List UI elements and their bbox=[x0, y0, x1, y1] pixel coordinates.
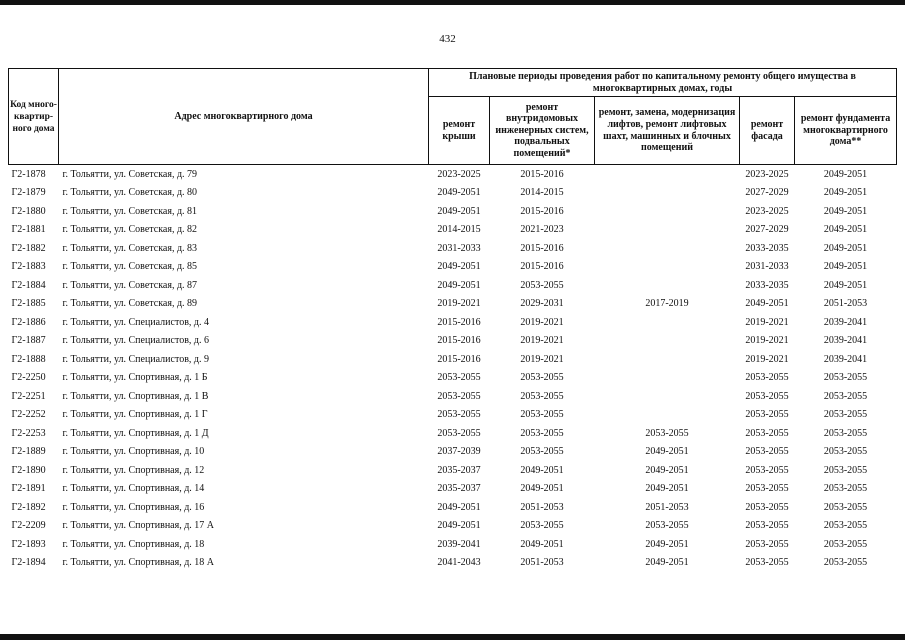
cell-engineering-systems: 2049-2051 bbox=[520, 464, 564, 476]
cell-roof-repair: 2053-2055 bbox=[437, 390, 481, 402]
cell-address: г. Тольятти, ул. Советская, д. 80 bbox=[62, 187, 198, 199]
cell-lifts: 2049-2051 bbox=[645, 538, 689, 550]
header-engineering-systems: ремонт внутридомовых инженерных систем, подвальных помещений* bbox=[490, 97, 595, 165]
header-foundation-repair: ремонт фундамента многоквартирного дома** bbox=[795, 97, 897, 165]
cell-foundation-repair: 2053-2055 bbox=[823, 483, 868, 495]
cell-facade-repair: 2027-2029 bbox=[745, 224, 789, 236]
cell-facade-repair: 2031-2033 bbox=[745, 261, 789, 273]
table-row bbox=[9, 554, 897, 573]
cell-engineering-systems: 2019-2021 bbox=[520, 316, 564, 328]
cell-code: Г2-2250 bbox=[11, 372, 46, 384]
cell-lifts bbox=[595, 184, 740, 203]
header-facade-repair: ремонт фасада bbox=[740, 97, 795, 165]
cell-code: Г2-2209 bbox=[11, 520, 46, 532]
cell-facade-repair: 2053-2055 bbox=[745, 501, 789, 513]
table-row bbox=[9, 424, 897, 443]
cell-roof-repair: 2053-2055 bbox=[437, 427, 481, 439]
cell-address: г. Тольятти, ул. Советская, д. 85 bbox=[62, 261, 198, 273]
cell-roof-repair: 2049-2051 bbox=[437, 187, 481, 199]
cell-code: Г2-1879 bbox=[11, 187, 46, 199]
cell-address: г. Тольятти, ул. Советская, д. 89 bbox=[62, 298, 198, 310]
header-work-periods: Плановые периоды проведения работ по капитальному ремонту общего имущества в многоквартирных домах, годы bbox=[429, 69, 897, 97]
cell-facade-repair: 2023-2025 bbox=[745, 168, 789, 180]
header-address: Адрес многоквартирного дома bbox=[59, 69, 429, 165]
cell-foundation-repair: 2039-2041 bbox=[823, 316, 868, 328]
top-border-rule bbox=[0, 0, 905, 5]
cell-code: Г2-1890 bbox=[11, 464, 46, 476]
table-row bbox=[9, 350, 897, 369]
table-row bbox=[9, 295, 897, 314]
cell-roof-repair: 2037-2039 bbox=[437, 446, 481, 458]
cell-code: Г2-1888 bbox=[11, 353, 46, 365]
cell-address: г. Тольятти, ул. Советская, д. 79 bbox=[62, 168, 198, 180]
cell-address: г. Тольятти, ул. Спортивная, д. 1 Б bbox=[62, 372, 208, 384]
cell-lifts: 2049-2051 bbox=[645, 483, 689, 495]
cell-facade-repair: 2053-2055 bbox=[745, 520, 789, 532]
cell-address: г. Тольятти, ул. Советская, д. 82 bbox=[62, 224, 198, 236]
cell-facade-repair: 2053-2055 bbox=[745, 409, 789, 421]
cell-lifts bbox=[595, 332, 740, 351]
cell-foundation-repair: 2049-2051 bbox=[823, 279, 868, 291]
cell-address: г. Тольятти, ул. Спортивная, д. 1 В bbox=[62, 390, 209, 402]
table-row bbox=[9, 369, 897, 388]
cell-address: г. Тольятти, ул. Спортивная, д. 16 bbox=[62, 501, 205, 513]
cell-roof-repair: 2019-2021 bbox=[437, 298, 481, 310]
cell-foundation-repair: 2049-2051 bbox=[823, 168, 868, 180]
cell-facade-repair: 2053-2055 bbox=[745, 464, 789, 476]
cell-code: Г2-1887 bbox=[11, 335, 46, 347]
cell-facade-repair: 2033-2035 bbox=[745, 279, 789, 291]
cell-address: г. Тольятти, ул. Спортивная, д. 10 bbox=[62, 446, 205, 458]
cell-roof-repair: 2049-2051 bbox=[437, 205, 481, 217]
cell-code: Г2-1891 bbox=[11, 483, 46, 495]
cell-facade-repair: 2053-2055 bbox=[745, 446, 789, 458]
cell-code: Г2-1884 bbox=[11, 279, 46, 291]
table-row bbox=[9, 165, 897, 184]
cell-facade-repair: 2053-2055 bbox=[745, 390, 789, 402]
cell-facade-repair: 2033-2035 bbox=[745, 242, 789, 254]
cell-code: Г2-1889 bbox=[11, 446, 46, 458]
cell-engineering-systems: 2051-2053 bbox=[520, 501, 564, 513]
repair-schedule-sheet bbox=[8, 68, 896, 572]
cell-facade-repair: 2023-2025 bbox=[745, 205, 789, 217]
cell-roof-repair: 2053-2055 bbox=[437, 372, 481, 384]
cell-facade-repair: 2049-2051 bbox=[745, 298, 789, 310]
cell-roof-repair: 2049-2051 bbox=[437, 501, 481, 513]
cell-facade-repair: 2053-2055 bbox=[745, 483, 789, 495]
cell-address: г. Тольятти, ул. Специалистов, д. 6 bbox=[62, 335, 210, 347]
header-code: Код много-квартир-ного дома bbox=[9, 69, 59, 165]
cell-engineering-systems: 2019-2021 bbox=[520, 353, 564, 365]
cell-engineering-systems: 2029-2031 bbox=[520, 298, 564, 310]
table-row bbox=[9, 221, 897, 240]
table-row bbox=[9, 276, 897, 295]
cell-roof-repair: 2015-2016 bbox=[437, 353, 481, 365]
cell-lifts bbox=[595, 387, 740, 406]
cell-code: Г2-2253 bbox=[11, 427, 46, 439]
cell-lifts bbox=[595, 258, 740, 277]
cell-roof-repair: 2015-2016 bbox=[437, 335, 481, 347]
cell-engineering-systems: 2014-2015 bbox=[520, 187, 564, 199]
cell-engineering-systems: 2015-2016 bbox=[520, 242, 564, 254]
cell-roof-repair: 2031-2033 bbox=[437, 242, 481, 254]
cell-address: г. Тольятти, ул. Спортивная, д. 1 Д bbox=[62, 427, 209, 439]
cell-address: г. Тольятти, ул. Советская, д. 87 bbox=[62, 279, 198, 291]
cell-address: г. Тольятти, ул. Советская, д. 81 bbox=[62, 205, 198, 217]
cell-address: г. Тольятти, ул. Спортивная, д. 18 А bbox=[62, 557, 215, 569]
cell-facade-repair: 2019-2021 bbox=[745, 316, 789, 328]
cell-code: Г2-1881 bbox=[11, 224, 46, 236]
cell-engineering-systems: 2053-2055 bbox=[520, 520, 564, 532]
cell-address: г. Тольятти, ул. Спортивная, д. 17 А bbox=[62, 520, 215, 532]
table-row bbox=[9, 313, 897, 332]
cell-lifts bbox=[595, 165, 740, 184]
cell-foundation-repair: 2049-2051 bbox=[823, 242, 868, 254]
cell-lifts: 2053-2055 bbox=[645, 520, 689, 532]
cell-code: Г2-2252 bbox=[11, 409, 46, 421]
table-row bbox=[9, 202, 897, 221]
cell-code: Г2-1880 bbox=[11, 205, 46, 217]
cell-code: Г2-1878 bbox=[11, 168, 46, 180]
table-row bbox=[9, 332, 897, 351]
cell-foundation-repair: 2053-2055 bbox=[823, 390, 868, 402]
cell-code: Г2-2251 bbox=[11, 390, 46, 402]
cell-lifts: 2049-2051 bbox=[645, 464, 689, 476]
table-header bbox=[9, 69, 897, 165]
cell-code: Г2-1892 bbox=[11, 501, 46, 513]
cell-facade-repair: 2053-2055 bbox=[745, 557, 789, 569]
cell-engineering-systems: 2049-2051 bbox=[520, 483, 564, 495]
cell-facade-repair: 2053-2055 bbox=[745, 427, 789, 439]
repair-schedule-table bbox=[8, 68, 897, 572]
cell-facade-repair: 2019-2021 bbox=[745, 335, 789, 347]
cell-engineering-systems: 2051-2053 bbox=[520, 557, 564, 569]
cell-lifts bbox=[595, 276, 740, 295]
table-row bbox=[9, 258, 897, 277]
table-row bbox=[9, 517, 897, 536]
table-row bbox=[9, 498, 897, 517]
cell-roof-repair: 2049-2051 bbox=[437, 520, 481, 532]
cell-foundation-repair: 2053-2055 bbox=[823, 372, 868, 384]
cell-engineering-systems: 2053-2055 bbox=[520, 427, 564, 439]
cell-code: Г2-1894 bbox=[11, 557, 46, 569]
cell-roof-repair: 2035-2037 bbox=[437, 464, 481, 476]
table-row bbox=[9, 406, 897, 425]
cell-engineering-systems: 2053-2055 bbox=[520, 409, 564, 421]
cell-lifts: 2049-2051 bbox=[645, 446, 689, 458]
cell-roof-repair: 2023-2025 bbox=[437, 168, 481, 180]
table-row bbox=[9, 480, 897, 499]
table-row bbox=[9, 239, 897, 258]
cell-lifts bbox=[595, 406, 740, 425]
cell-code: Г2-1885 bbox=[11, 298, 46, 310]
cell-address: г. Тольятти, ул. Специалистов, д. 9 bbox=[62, 353, 210, 365]
cell-lifts: 2017-2019 bbox=[645, 298, 689, 310]
page-number: 432 bbox=[439, 33, 456, 45]
cell-lifts: 2053-2055 bbox=[645, 427, 689, 439]
cell-engineering-systems: 2015-2016 bbox=[520, 168, 564, 180]
cell-foundation-repair: 2051-2053 bbox=[823, 298, 868, 310]
header-lifts: ремонт, замена, модернизация лифтов, ремонт лифтовых шахт, машинных и блочных помещений bbox=[595, 97, 740, 165]
cell-foundation-repair: 2053-2055 bbox=[823, 427, 868, 439]
cell-lifts bbox=[595, 239, 740, 258]
cell-foundation-repair: 2053-2055 bbox=[823, 501, 868, 513]
cell-address: г. Тольятти, ул. Специалистов, д. 4 bbox=[62, 316, 210, 328]
cell-engineering-systems: 2049-2051 bbox=[520, 538, 564, 550]
header-roof-repair: ремонт крыши bbox=[429, 97, 490, 165]
cell-roof-repair: 2053-2055 bbox=[437, 409, 481, 421]
cell-engineering-systems: 2053-2055 bbox=[520, 446, 564, 458]
cell-foundation-repair: 2053-2055 bbox=[823, 538, 868, 550]
cell-roof-repair: 2015-2016 bbox=[437, 316, 481, 328]
cell-address: г. Тольятти, ул. Спортивная, д. 12 bbox=[62, 464, 205, 476]
cell-foundation-repair: 2049-2051 bbox=[823, 187, 868, 199]
cell-address: г. Тольятти, ул. Советская, д. 83 bbox=[62, 242, 198, 254]
cell-foundation-repair: 2053-2055 bbox=[823, 409, 868, 421]
cell-lifts bbox=[595, 313, 740, 332]
table-row bbox=[9, 184, 897, 203]
bottom-border-rule bbox=[0, 634, 905, 640]
cell-roof-repair: 2014-2015 bbox=[437, 224, 481, 236]
cell-code: Г2-1886 bbox=[11, 316, 46, 328]
table-row bbox=[9, 387, 897, 406]
cell-engineering-systems: 2015-2016 bbox=[520, 205, 564, 217]
cell-engineering-systems: 2053-2055 bbox=[520, 390, 564, 402]
cell-lifts bbox=[595, 369, 740, 388]
cell-engineering-systems: 2015-2016 bbox=[520, 261, 564, 273]
cell-address: г. Тольятти, ул. Спортивная, д. 14 bbox=[62, 483, 205, 495]
cell-address: г. Тольятти, ул. Спортивная, д. 1 Г bbox=[62, 409, 208, 421]
cell-code: Г2-1882 bbox=[11, 242, 46, 254]
cell-foundation-repair: 2049-2051 bbox=[823, 205, 868, 217]
cell-foundation-repair: 2053-2055 bbox=[823, 464, 868, 476]
cell-lifts bbox=[595, 221, 740, 240]
cell-code: Г2-1883 bbox=[11, 261, 46, 273]
cell-roof-repair: 2041-2043 bbox=[437, 557, 481, 569]
cell-engineering-systems: 2021-2023 bbox=[520, 224, 564, 236]
cell-code: Г2-1893 bbox=[11, 538, 46, 550]
table-row bbox=[9, 443, 897, 462]
cell-foundation-repair: 2049-2051 bbox=[823, 261, 868, 273]
cell-facade-repair: 2019-2021 bbox=[745, 353, 789, 365]
table-body bbox=[9, 165, 897, 573]
cell-foundation-repair: 2053-2055 bbox=[823, 557, 868, 569]
cell-foundation-repair: 2053-2055 bbox=[823, 446, 868, 458]
cell-lifts bbox=[595, 202, 740, 221]
cell-facade-repair: 2053-2055 bbox=[745, 372, 789, 384]
cell-lifts: 2051-2053 bbox=[645, 501, 689, 513]
cell-foundation-repair: 2039-2041 bbox=[823, 335, 868, 347]
cell-roof-repair: 2039-2041 bbox=[437, 538, 481, 550]
cell-foundation-repair: 2039-2041 bbox=[823, 353, 868, 365]
table-row bbox=[9, 461, 897, 480]
cell-engineering-systems: 2053-2055 bbox=[520, 279, 564, 291]
cell-lifts: 2049-2051 bbox=[645, 557, 689, 569]
cell-roof-repair: 2035-2037 bbox=[437, 483, 481, 495]
cell-address: г. Тольятти, ул. Спортивная, д. 18 bbox=[62, 538, 205, 550]
cell-engineering-systems: 2053-2055 bbox=[520, 372, 564, 384]
cell-facade-repair: 2027-2029 bbox=[745, 187, 789, 199]
cell-engineering-systems: 2019-2021 bbox=[520, 335, 564, 347]
cell-lifts bbox=[595, 350, 740, 369]
table-row bbox=[9, 535, 897, 554]
cell-foundation-repair: 2049-2051 bbox=[823, 224, 868, 236]
cell-roof-repair: 2049-2051 bbox=[437, 261, 481, 273]
cell-roof-repair: 2049-2051 bbox=[437, 279, 481, 291]
cell-foundation-repair: 2053-2055 bbox=[823, 520, 868, 532]
cell-facade-repair: 2053-2055 bbox=[745, 538, 789, 550]
